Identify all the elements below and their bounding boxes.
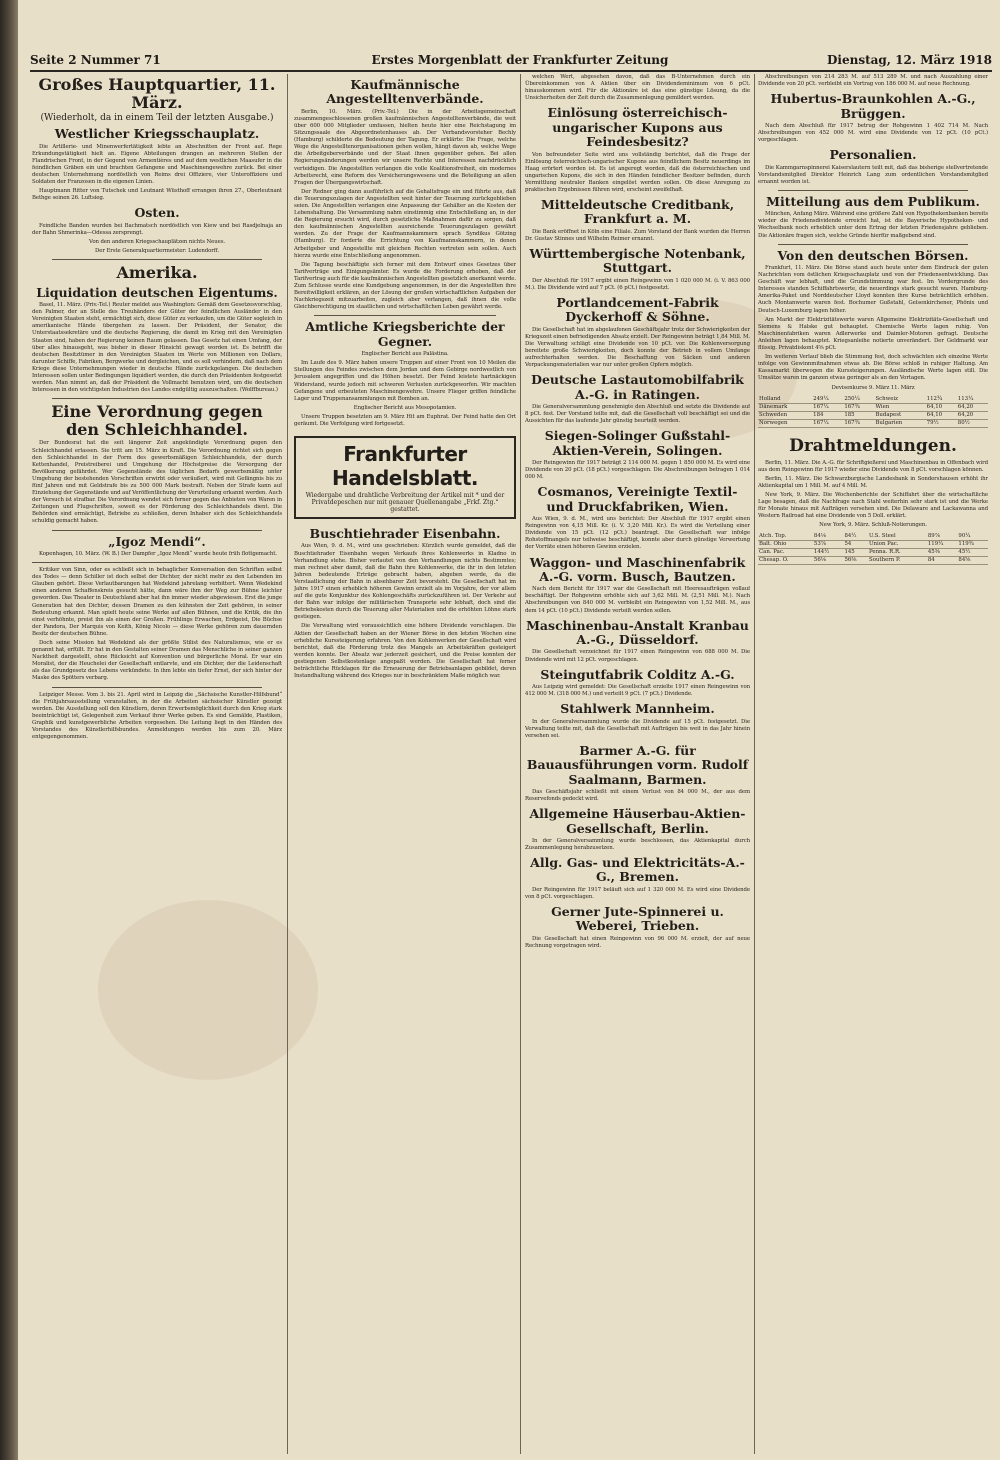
paragraph: In der Generalversammlung wurde beschlossen, das Aktienkapital durch Zusammenlegung herabzusetzen. <box>525 837 750 851</box>
section-title-drahtmeldungen: Drahtmeldungen. <box>789 435 957 456</box>
table-cell: 53⅞ <box>813 541 844 549</box>
article-title-mendi: „Igoz Mendi“. <box>108 533 206 549</box>
table-cell: Union Pac. <box>868 541 927 549</box>
paragraph: Doch seine Mission hat Wedekind als der größte Stilist des Naturalismus, wie er es genannt hat, erfüllt. Er hat in den Gestalten seiner Dramen das Menschliche in seiner ganzen Nacktheit dargestellt, ohne Rücksicht auf Konvention und bürgerliche Moral. Er war ein Moralist, der die Heuchelei der Gesellschaft entlarvte, und ein Dichter, der die Leidenschaft als das Grundgesetz des Lebens verkündete. In ihm lebte ein tiefer Ernst, der sich hinter der Maske des Spötters verbarg. <box>32 639 282 682</box>
table-cell: 144½ <box>813 549 844 557</box>
column-3 <box>525 74 750 1454</box>
handelsblatt-box <box>294 436 516 519</box>
item-heading: Allg. Gas- und Elektricitäts-A.-G., Bremen. <box>530 855 745 885</box>
paragraph: Von befreundeter Seite wird uns vollständig berichtet, daß die Frage der Einlösung österreichisch-ungarischer Kupons aus feindlichem Besitz neuerdings im Haag erörtert worden ist. Es ist angeregt worden, daß die österreichischen und ungarischen Kupons, die sich in den Händen feindlicher Besitzer befinden, durch Vermittlung neutraler Banken eingelöst werden sollen. Ob diese Anregung zu praktischen Ergebnissen führen wird, erscheint zweifelhaft. <box>525 151 750 193</box>
item-heading: Steingutfabrik Colditz A.-G. <box>540 666 735 682</box>
newspaper-page <box>18 0 1000 1460</box>
table-cell: 112¾ <box>926 396 957 404</box>
paragraph: Feindliche Banden wurden bei Bachmatsch nordöstlich von Kiew und bei Rasdjelnaja an der Bahn Shmerinka—Odessa zersprengt. <box>32 222 282 236</box>
table-cell: Holland <box>758 396 812 404</box>
table-cell: 84⅛ <box>813 533 844 541</box>
paragraph: Abschreibungen von 214 283 M. auf 513 289 M. und nach Auszahlung einer Dividende von 20 pCt. verbleibt ein Vortrag von 186 000 M. auf neue Rechnung. <box>758 74 988 88</box>
article-title-amerika: Amerika. <box>116 263 198 283</box>
item-heading: Stahlwerk Mannheim. <box>560 701 715 717</box>
divider <box>52 259 262 260</box>
table-cell: 119¼ <box>927 541 958 549</box>
item-heading: Einlösung österreichisch-ungarischer Kupons aus Feindesbesitz? <box>547 105 728 150</box>
page-number: Seite 2 Nummer 71 <box>30 53 161 67</box>
table-cell: Bulgarien <box>874 419 925 427</box>
paragraph: Leipziger Messe. Vom 3. bis 21. April wird in Leipzig die „Sächsische Kunstler-Hilfsbund“ die Frühjahrsausstellung veranstalten, in der die Arbeiten sächsischer Künstler gezeigt werden. Die Ausstellung soll den Künstlern, deren Erwerbsmöglichkeit durch den Krieg stark beeinträchtigt ist, Gelegenheit zum Verkauf ihrer Werke geben. Es sind Gemälde, Plastiken, Graphik und kunstgewerbliche Arbeiten vorgesehen. Die Leitung liegt in den Händen des Vorstandes des Künstlerhilfsbundes. Anmeldungen werden bis zum 20. März entgegengenommen. <box>32 691 282 741</box>
paragraph: Die Gesellschaft hat im abgelaufenen Geschäftsjahr trotz der Schwierigkeiten der Kriegszeit einen befriedigenden Absatz erzielt. Der Reingewinn beträgt 1,84 Mill. M. Die Verwaltung schlägt eine Dividende von 10 pCt. vor. Die Kohlenversorgung bereitete große Schwierigkeiten, doch konnte der Betrieb in vollem Umfange aufrechterhalten werden. Die Beschaffung von Säcken und anderen Verpackungsmaterialien war nur unter großen Opfern möglich. <box>525 326 750 369</box>
divider <box>52 398 262 399</box>
table-cell: Atch. Top. <box>758 533 813 541</box>
table-cell: Budapest <box>874 411 925 419</box>
article-title-kriegsberichte: Amtliche Kriegsberichte der Gegner. <box>305 319 505 349</box>
table-cell: 84 <box>927 557 958 565</box>
paragraph: Berlin, 10. März. (Priv.-Tel.) Die in der Arbeitsgemeinschaft zusammengeschlossenen großen kaufmännischen Angestelltenverbände, die weit über 600 000 Mitglieder umfassen, hielten heute hier eine Reichstagung im Sitzungssaale des Abgeordnetenhauses ab. Der Verbandsvorsteher Bechly (Hamburg) schilderte die Bedeutung der Tagung. Er erklärte: Die Frage, welche Wege die Angestelltenorganisationen gehen wollen, hängt davon ab, welche Wege die Arbeitgeberverbände und der Staat ihnen gegenüber gehen. Bei allen Regierungsänderungen werden wir unsere Rechte und Interessen nachdrücklich verteidigen. Die Angestellten verlangen die volle Koalitionsfreiheit, ein modernes Arbeitsrecht, eine Reform des Versicherungswesens und die Beteiligung an allen Fragen der Übergangswirtschaft. <box>294 108 516 186</box>
divider <box>778 244 968 245</box>
divider <box>778 190 968 191</box>
devisen-row <box>758 403 988 411</box>
paragraph: Die Verwaltung wird voraussichtlich eine höhere Dividende vorschlagen. Die Aktien der Gesellschaft haben an der Wiener Börse in den letzten Wochen eine erhebliche Kurssteigerung erfahren. Von den Kohlenwerken der Gesellschaft wird berichtet, daß die Förderung trotz des Mangels an Arbeitskräften gesteigert werden konnte. Der Absatz war jederzeit gesichert, und die Preise konnten der gestiegenen Selbstkostenlage angepaßt werden. Die Gesellschaft hat ferner beträchtliche Rücklagen für die Erneuerung der Betriebsanlagen gebildet, deren Instandhaltung während des Krieges nur in beschränktem Maße möglich war. <box>294 623 516 680</box>
table-cell: 56⅜ <box>843 557 868 565</box>
table-cell: Penna. R.R. <box>868 549 927 557</box>
paragraph: Nach dem Bericht für 1917 war die Gesellschaft mit Heeresaufträgen vollauf beschäftigt. Der Rohgewinn erhöhte sich auf 3,62 Mill. M. (2,51 Mill. M.). Nach Abschreibungen von 840 000 M. verbleibt ein Reingewinn von 1,52 Mill. M., aus dem 14 pCt. (10 pCt.) Dividende verteilt werden sollen. <box>525 586 750 614</box>
item-heading: Portlandcement-Fabrik Dyckerhoff & Söhne. <box>556 294 719 325</box>
item-heading: Hubertus-Braunkohlen A.-G., Brüggen. <box>770 91 976 121</box>
paragraph: Die Tagung beschäftigte sich ferner mit dem Entwurf eines Gesetzes über Tarifverträge und Einigungsämter. Es wurde die Forderung erhoben, daß der Tarifvertrag auch für die kaufmännischen Angestellten gesetzlich anerkannt werde. Zum Schlusse wurde eine Kundgebung angenommen, in der die Angestellten ihre Bereitwilligkeit erklären, an der Lösung der großen wirtschaftlichen Aufgaben der Nachkriegszeit mitzuarbeiten, zugleich aber verlangen, daß ihnen die volle Gleichberechtigung im staatlichen und wirtschaftlichen Leben gewährt werde. <box>294 261 516 311</box>
article-title-hauptquartier: Großes Hauptquartier, 11. März. <box>38 75 276 112</box>
item-heading: Mitteldeutsche Creditbank, Frankfurt a. M. <box>540 197 735 227</box>
devisen-row <box>758 411 988 419</box>
table-cell: 185 <box>843 411 874 419</box>
paragraph: Basel, 11. März. (Priv.-Tel.) Reuter meldet aus Washington: Gemäß dem Gesetzesvorschlag, den Palmer, der an Stelle des Treuhänders der Güter der feindlichen Ausländer in den Vereinigten Staaten steht, ermächtigt sich, diese Güter zu verkaufen, um die Güter sogleich in amerikanische Hände übergehen zu lassen. Der Präsident, der Senator, die Unterstaatssekretäre und die deutsche Regierung, die damit im Krieg mit den Vereinigten Staaten sind, haben der Regierung keinen Raum gelassen. Das Gesetz hat einen Umfang, der über alles hinausgeht, was bisher in dieser Hinsicht gewagt worden ist. Es betrifft die deutschen Besitztümer in den Vereinigten Staaten im Werte von Millionen von Dollars, darunter Schiffe, Fabriken, Bergwerke und dergleichen, und es soll verhindern, daß nach dem Kriege diese Unternehmungen wieder in deutsche Hände zurückgelangen. Die deutschen Interessen sollen unter Bedingungen liquidiert werden, die durch den Präsidenten festgesetzt werden. Man nimmt an, daß der Präsident die Vollmacht benutzen wird, um die deutschen Interessen in den wichtigsten Industrien des Landes endgültig auszuschalten. (Wolffbureau.) <box>32 302 282 394</box>
column-2 <box>294 74 516 1454</box>
table-cell: 80½ <box>957 419 988 427</box>
paragraph: München, Anfang März. Während eine größere Zahl von Hypothekenbanken bereits wieder die Friedensdividende erreicht hat, ist die Bayerische Hypotheken- und Wechselbank noch erheblich unter dem Ertrag der letzten Friedensjahre geblieben. Die Aktionäre fragen sich, welche Gründe hierfür maßgebend sind. <box>758 211 988 239</box>
paragraph: Der Abschluß für 1917 ergibt einen Reingewinn von 1 020 000 M. (i. V. 863 000 M.). Die Dividende wird auf 7 pCt. (6 pCt.) festgesetzt. <box>525 277 750 291</box>
article-title-verordnung: Eine Verordnung gegen den Schleichhandel. <box>51 402 263 439</box>
item-heading: Siegen-Solinger Gußstahl-Aktien-Verein, Solingen. <box>544 428 731 458</box>
table-cell: 64,20 <box>957 403 988 411</box>
signature-ludendorff: Der Erste Generalquartiermeister: Ludendorff. <box>95 247 219 254</box>
devisen-row <box>758 419 988 427</box>
paragraph: In der Generalversammlung wurde die Dividende auf 15 pCt. festgesetzt. Die Verwaltung teilte mit, daß die Gesellschaft mit Aufträgen bis weit in das Jahr hinein versehen sei. <box>525 718 750 739</box>
newyork-title: New York, 9. März. Schluß-Notierungen. <box>819 522 927 529</box>
table-cell: 119¾ <box>957 541 988 549</box>
section-west: Westlicher Kriegsschauplatz. <box>54 126 260 142</box>
table-cell: 79½ <box>926 419 957 427</box>
table-cell: 167¾ <box>843 419 874 427</box>
paragraph: Frankfurt, 11. März. Die Börse stand auch heute unter dem Eindruck der guten Nachrichten vom östlichen Kriegsschauplatz und von der Friedensentwicklung. Das Geschäft war lebhaft, und die Grundstimmung war fest. Im Vordergrunde des Interesses standen Schiffahrtswerte, die neuerdings stark gesucht waren. Hamburg-Amerika-Paket und Norddeutscher Lloyd konnten ihre Kurse beträchtlich erhöhen. Auch Montanwerte waren fest. Bochumer Gußstahl, Gelsenkirchener, Phönix und Deutsch-Luxemburg lagen höher. <box>758 265 988 314</box>
newyork-row <box>758 533 988 541</box>
article-subtitle: Liquidation deutschen Eigentums. <box>36 284 278 300</box>
newyork-row <box>758 541 988 549</box>
item-heading: Barmer A.-G. für Bauausführungen vorm. Rudolf Saalmann, Barmen. <box>526 742 749 787</box>
paragraph: Die Bank eröffnet in Köln eine Filiale. Zum Vorstand der Bank wurden die Herren Dr. Gustav Stinnes und Wilhelm Reimer ernannt. <box>525 228 750 242</box>
paragraph: Aus Leipzig wird gemeldet: Die Gesellschaft erzielte 1917 einen Reingewinn von 412 000 M. (318 000 M.) und verteilt 9 pCt. (7 pCt.) Dividende. <box>525 683 750 698</box>
devisen-row <box>758 396 988 404</box>
table-cell: 250¼ <box>843 396 874 404</box>
column-4 <box>758 74 988 1454</box>
item-heading: Allgemeine Häuserbau-Aktien-Gesellschaft, Berlin. <box>529 806 746 836</box>
table-cell: 64,20 <box>957 411 988 419</box>
table-cell: 64,10 <box>926 411 957 419</box>
article-title-buschtiehrader: Buschtiehrader Eisenbahn. <box>309 526 501 542</box>
table-cell: Wien <box>874 403 925 411</box>
item-heading: Württembergische Notenbank, Stuttgart. <box>529 246 746 276</box>
table-cell: 84½ <box>843 533 868 541</box>
section-title-mitteilung: Mitteilung aus dem Publikum. <box>766 193 980 209</box>
column-rule <box>287 74 288 1454</box>
paragraph: Berlin, 11. März. Die Schwarzburgische Landesbank in Sondershausen erhöht ihr Aktienkapital um 1 Mill. M. auf 4 Mill. M. <box>758 475 988 489</box>
paragraph: Der Redner ging dann ausführlich auf die Gehaltsfrage ein und führte aus, daß die Teuerungszulagen der Angestellten weit hinter der Teuerung zurückgeblieben seien. Die Angestellten verlangen eine Anpassung der Gehälter an die Kosten der Lebenshaltung. Die Versammlung nahm einstimmig eine Entschließung an, in der die Regierung ersucht wird, durch gesetzliche Maßnahmen dafür zu sorgen, daß den kaufmännischen Angestellten ausreichende Teuerungszulagen gewährt werden. Zu der Frage der Kaufmannskammern sprach Syndikus Götzing (Hamburg). Er forderte die Errichtung von Kaufmannskammern, in denen Arbeitgeber und Angestellte mit gleichen Rechten vertreten sein sollen. Auch hierzu wurde eine Entschließung angenommen. <box>294 188 516 259</box>
item-heading: Deutsche Lastautomobilfabrik A.-G. in Ratingen. <box>531 372 744 402</box>
table-cell: 167¼ <box>812 403 843 411</box>
table-cell: Norwegen <box>758 419 812 427</box>
divider <box>314 315 496 316</box>
table-cell: 90¼ <box>957 533 988 541</box>
newyork-row <box>758 557 988 565</box>
column-rule <box>520 74 521 1454</box>
item-heading: Waggon- und Maschinenfabrik A.-G. vorm. Busch, Bautzen. <box>529 554 746 584</box>
paragraph: Berlin, 11. März. Die A.-G. für Schriftgießerei und Maschinenbau in Offenbach wird aus dem Reingewinn für 1917 wieder eine Dividende von 8 pCt. vorschlagen können. <box>758 459 988 473</box>
issue-date: Dienstag, 12. März 1918 <box>827 53 992 67</box>
table-cell: Balt. Ohio <box>758 541 813 549</box>
table-cell: 45½ <box>957 549 988 557</box>
item-heading: Gerner Jute-Spinnerei u. Weberei, Trieben. <box>551 904 724 934</box>
section-title-boersen: Von den deutschen Börsen. <box>777 247 969 263</box>
table-cell: 113¼ <box>957 396 988 404</box>
table-cell: Southern P. <box>868 557 927 565</box>
paragraph: New York, 9. März. Die Wochenberichte der Schiffahrt über die wirtschaftliche Lage besagen, daß die Nachfrage nach Stahl weiterhin sehr stark ist und die Werke für Monate hinaus mit Aufträgen versehen sind. Die Delaware and Lackawanna and Western Railroad hat eine Dividende von 5 Doll. erklärt. <box>758 491 988 520</box>
table-cell: 89⅞ <box>927 533 958 541</box>
table-cell: Can. Pac. <box>758 549 813 557</box>
table-cell: 84⅝ <box>957 557 988 565</box>
feuilleton-divider <box>32 562 282 563</box>
book-binding <box>0 0 18 1460</box>
column-rule <box>754 74 755 1454</box>
section-osten: Osten. <box>134 205 180 221</box>
newspaper-title: Erstes Morgenblatt der Frankfurter Zeitung <box>371 53 669 67</box>
table-cell: Schweiz <box>874 396 925 404</box>
table-cell: 54 <box>843 541 868 549</box>
column-1 <box>32 74 282 1454</box>
article-title-angestellte: Kaufmännische Angestelltenverbände. <box>326 77 484 107</box>
newyork-table <box>758 533 988 565</box>
handelsblatt-title: Frankfurter Handelsblatt. <box>332 442 478 491</box>
paragraph: Aus Wien, 9. d. M., wird uns geschrieben: Kürzlich wurde gemeldet, daß die Buschtiehrader Eisenbahn wegen Verkaufs ihres Kohlenwerks in Kladno in Verhandlung stehe. Bisher verlautet von den Verhandlungen nichts Bestimmtes; man rechnet aber damit, daß die Bahn ihre Kohlenwerke, die ihr in den letzten Jahren bedeutende Erträge gebracht haben, abgeben werde, da die Verstaatlichung der Bahn in absehbarer Zeit bevorsteht. Die Gesellschaft hat im Jahre 1917 einen erheblich höheren Gewinn erzielt als im Vorjahre, der vor allem auf die gute Konjunktur des Kohlengeschäfts zurückzuführen ist. Der Verkehr auf der Bahn war infolge der militärischen Transporte sehr lebhaft, doch sind die Betriebskosten durch die Teuerung aller Materialien und die erhöhten Löhne stark gestiegen. <box>294 543 516 621</box>
table-cell: Dänemark <box>758 403 812 411</box>
paragraph: Der Reingewinn für 1917 beläuft sich auf 1 320 000 M. Es wird eine Dividende von 8 pCt. vorgeschlagen. <box>525 886 750 900</box>
devisen-table <box>758 396 988 428</box>
report-heading: Englischer Bericht aus Mesopotamien. <box>353 404 457 411</box>
paragraph: Im weiteren Verlauf blieb die Stimmung fest, doch schwächten sich einzelne Werte infolge von Gewinnmitnahmen etwas ab. Die Börse schloß in ruhiger Haltung. Am Kassamarkt überwogen die Kurssteigerungen. Ausländische Werte lagen still. Die Umsätze waren im ganzen etwas geringer als an den Vortagen. <box>758 354 988 382</box>
item-heading: Maschinenbau-Anstalt Kranbau A.-G., Düsseldorf. <box>526 617 749 648</box>
paragraph: welchen Wert, abgesehen davon, daß das B-Unternehmen durch ein Übereinkommen von A Aktien über ein Dividendeminimum von 6 pCt. hinauskommen wird. Für die Aktionäre ist das eine günstige Lösung, da die Unsicherheiten der Zeit durch die Zusammenlegung gemildert werden. <box>525 74 750 102</box>
table-cell: U.S. Steel <box>868 533 927 541</box>
table-cell: Schweden <box>758 411 812 419</box>
paragraph: Im Laufe des 9. März haben unsere Truppen auf einer Front von 10 Meilen die Stellungen des Feindes zwischen dem Jordan und dem Gebirge nordwestlich von Jerusalem angegriffen und die Höhen besetzt. Der Feind leistete hartnäckigen Widerstand, wurde jedoch mit schweren Verlusten zurückgeworfen. Wir machten Gefangene und erbeuteten Maschinengewehre. Unsere Flieger griffen feindliche Lager und Truppenansammlungen mit Bomben an. <box>294 360 516 402</box>
paragraph: Unsere Truppen besetzten am 9. März Hit am Euphrat. Der Feind hatte den Ort geräumt. Die Verfolgung wird fortgesetzt. <box>294 413 516 427</box>
handelsblatt-subtitle: Wiedergabe und drahtliche Verbreitung der Artikel mit * und der Privatdepeschen nur mit genauer Quellenangabe „Frkf. Ztg.“ gestattet. <box>305 492 505 514</box>
paragraph: Hauptmann Ritter von Tutschek und Leutnant Wüsthoff errangen ihren 27., Oberleutnant Bethge seinen 26. Luftsieg. <box>32 188 282 202</box>
paragraph: Der Reingewinn für 1917 beträgt 2 114 000 M. gegen 1 850 000 M. Es wird eine Dividende von 20 pCt. (18 pCt.) vorgeschlagen. Die Abschreibungen betragen 1 014 000 M. <box>525 460 750 481</box>
table-cell: 249¼ <box>812 396 843 404</box>
masthead <box>30 52 992 72</box>
paragraph: Nach dem Abschluß für 1917 betrug der Rohgewinn 1 402 714 M. Nach Abschreibungen von 452 000 M. wird eine Dividende von 12 pCt. (10 pCt.) vorgeschlagen. <box>758 122 988 144</box>
table-cell: 167¾ <box>843 403 874 411</box>
item-heading: Cosmanos, Vereinigte Textil- und Druckfabriken, Wien. <box>537 484 738 514</box>
table-cell: 167¼ <box>812 419 843 427</box>
table-cell: 45⅜ <box>927 549 958 557</box>
report-heading: Englischer Bericht aus Palästina. <box>361 351 449 358</box>
devisen-title: Devisenkurse 9. März 11. März <box>831 384 915 391</box>
paragraph: Am Markt der Elektrizitätswerte waren Allgemeine Elektrizitäts-Gesellschaft und Siemens & Halske gut behauptet. Chemische Werte lagen ruhig. Von Maschinenfabriken waren Adlerwerke und Daimler-Motoren gefragt. Deutsche Anleihen lagen behauptet. Kriegsanleihe notierte unverändert. Der Geldmarkt war flüssig. Privatdiskont 4⅝ pCt. <box>758 316 988 352</box>
paragraph: Kritiker von Sinn, oder es schließt sich in behaglicher Konversation den Schriften selbst des Todes — denn Schiller ist doch selbst der Dichter, der nicht mehr zu den Lebenden im Glauben gehört. Diese Verlautbarungen hat Wedekind jahrelang verbittert. Wenn Wedekind einen anderen Schaffenskreis gesucht hätte, dann wäre ihm der Weg zur Bühne leichter geworden. Das Theater in Deutschland aber hat ihn immer wieder abgewiesen. Erst die junge Generation hat den Dichter, dessen Dramen zu den kühnsten der Zeit gehören, in seiner Bedeutung erkannt. Man spielt heute seine Werke auf allen Bühnen, und die Kritik, die ihn einst verhöhnte, preist ihn als einen der Großen. Frühlings Erwachen, Erdgeist, Die Büchse der Pandora, Der Marquis von Keith, König Nicolo — diese Werke gehören zum dauernden Besitz der deutschen Bühne. <box>32 567 282 637</box>
article-note: (Wiederholt, da in einem Teil der letzten Ausgabe.) <box>40 113 274 124</box>
newyork-row <box>758 549 988 557</box>
paragraph: Die Artillerie- und Minenwerfertätigkeit lebte an Abschnitten der Front auf. Rege Erkundungstätigkeit hielt an. Eigene Abteilungen drangen an mehreren Stellen der Flandrischen Front, in der Gegend von Armentières und auf dem westlichen Maasufer in die feindlichen Gräben ein und brachten Gefangene und Maschinengewehre zurück. Bei einer deutschen Unternehmung nordöstlich von Reims drei Offiziere, vier Unteroffiziere und Soldaten der Franzosen in die eigenen Linien. <box>32 143 282 186</box>
table-cell: 184 <box>812 411 843 419</box>
paragraph: Das Geschäftsjahr schließt mit einem Verlust von 84 000 M., der aus dem Reservefonds gedeckt wird. <box>525 788 750 803</box>
paragraph: Die Generalversammlung genehmigte den Abschluß und setzte die Dividende auf 8 pCt. fest. Der Vorstand teilte mit, daß die Gesellschaft voll beschäftigt sei und die Aussichten für das laufende Jahr günstig beurteilt werden. <box>525 404 750 425</box>
divider <box>52 530 262 531</box>
paragraph: Aus Wien, 9. d. M., wird uns berichtet: Der Abschluß für 1917 ergibt einen Reingewinn von 4,15 Mill. Kr. (i. V. 3,20 Mill. Kr.). Es wird die Verteilung einer Dividende von 15 pCt. (12 pCt.) beantragt. Die Gesellschaft war infolge Rohstoffmangels nur teilweise beschäftigt, konnte aber durch günstige Verwertung der Vorräte einen höheren Gewinn erzielen. <box>525 516 750 551</box>
paragraph: Die Gesellschaft verzeichnet für 1917 einen Reingewinn von 688 000 M. Die Dividende wird mit 12 pCt. vorgeschlagen. <box>525 649 750 663</box>
paragraph: Die Kammgarnspinnerei Kaiserslautern teilt mit, daß das bisherige stellvertretende Vorstandsmitglied Direktor Heinrich Lang zum ordentlichen Vorstandsmitglied ernannt worden ist. <box>758 164 988 185</box>
table-cell: 64,10 <box>926 403 957 411</box>
table-cell: Chesap. O. <box>758 557 813 565</box>
paragraph: Von den anderen Kriegsschauplätzen nichts Neues. <box>89 238 225 245</box>
divider <box>52 687 262 688</box>
paragraph: Kopenhagen, 10. März. (W. B.) Der Dampfer „Igoz Mendi“ wurde heute früh flottgemacht. <box>39 550 277 557</box>
paragraph: Der Bundesrat hat die seit längerer Zeit angekündigte Verordnung gegen den Schleichhandel erlassen. Sie tritt am 15. März in Kraft. Die Verordnung richtet sich gegen den Schleichhandel in der Form des gewerbsmäßigen Schleichhandels, der durch Kettenhandel, Preistreiberei und Umgehung der Höchstpreise die Versorgung der Bevölkerung gefährdet. Wer Gegenstände des täglichen Bedarfs gewerbsmäßig unter Umgehung der bestehenden Vorschriften erwirbt oder veräußert, wird mit Gefängnis bis zu fünf Jahren und mit Geldstrafe bis zu 500 000 Mark bestraft. Neben der Strafe kann auf Einziehung der Gegenstände und auf Veröffentlichung der Verurteilung erkannt werden. Auch der Versuch ist strafbar. Die Verordnung wendet sich ferner gegen das Anbieten von Waren in Zeitungen und Flugschriften, soweit es der Förderung des Schleichhandels dient. Die Behörden sind ermächtigt, Betriebe zu schließen, deren Inhaber sich des Schleichhandels schuldig gemacht haben. <box>32 440 282 525</box>
paragraph: Die Gesellschaft hat einen Reingewinn von 96 000 M. erzielt, der auf neue Rechnung vorgetragen wird. <box>525 935 750 949</box>
table-cell: 56⅛ <box>813 557 844 565</box>
table-cell: 145 <box>843 549 868 557</box>
item-heading: Personalien. <box>829 147 917 163</box>
